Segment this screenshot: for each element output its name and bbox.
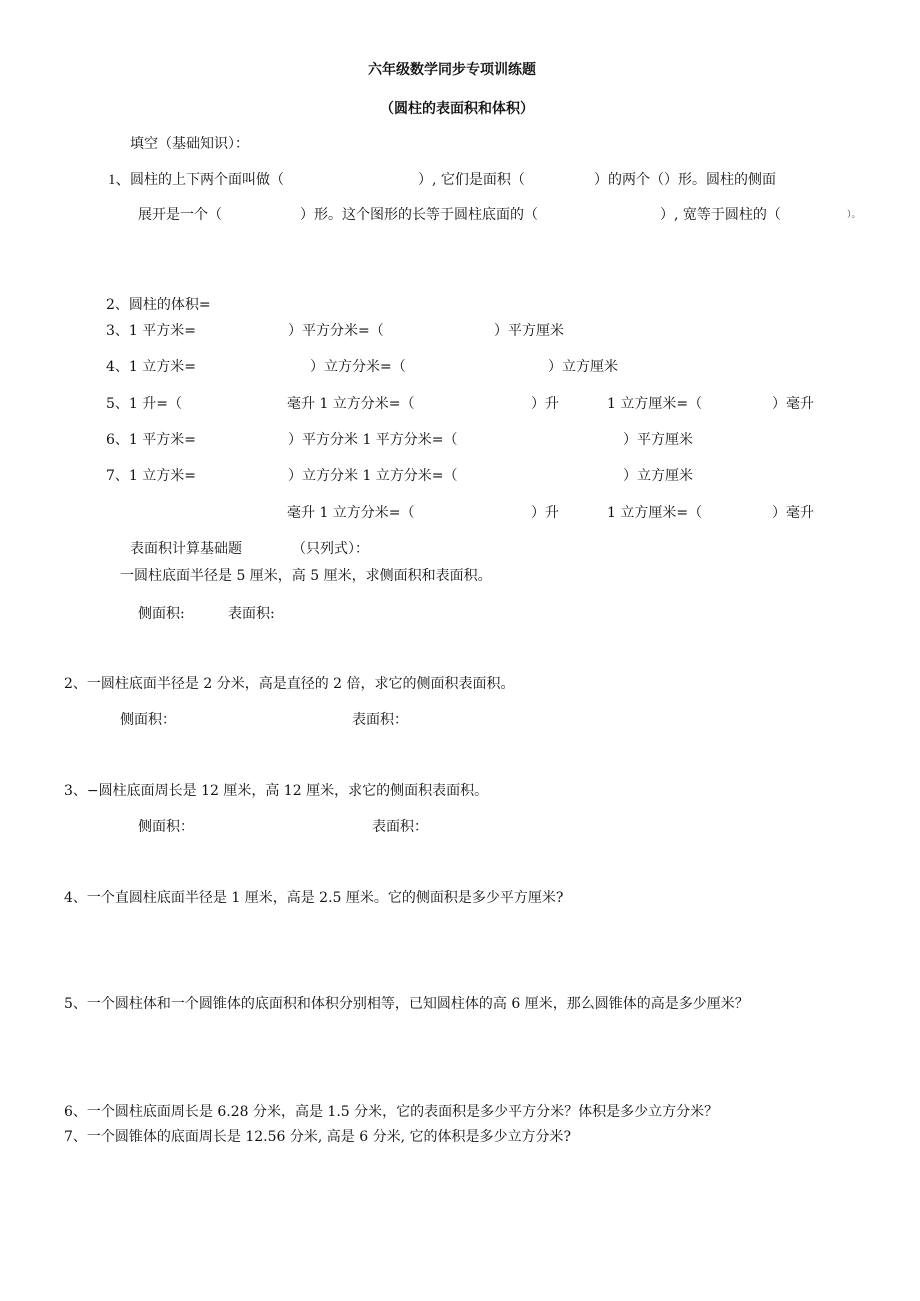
page-title: 六年级数学同步专项训练题	[368, 62, 536, 78]
q1-part-a: 圆柱的上下两个面叫做（	[130, 172, 284, 188]
q6-part-a: 6、1 平方米=	[106, 432, 196, 448]
q2-text: 2、圆柱的体积=	[106, 297, 211, 313]
fill-heading: 填空（基础知识）：	[130, 136, 249, 152]
q8-part-d: 1 立方厘米=（	[607, 505, 703, 521]
surface-heading-note: （只列式）：	[292, 541, 369, 557]
q3-part-a: 3、1 平方米=	[106, 323, 196, 339]
problem-4-text: 4、一个直圆柱底面半径是 1 厘米，高是 2.5 厘米。它的侧面积是多少平方厘米?	[64, 890, 564, 906]
problem-1-surface-label: 表面积:	[228, 606, 275, 622]
q5-part-d: 1 立方厘米=（	[607, 396, 703, 412]
q4-part-c: ）立方厘米	[548, 359, 618, 375]
q5-part-b: 毫升 1 立方分米=（	[287, 396, 415, 412]
q8-part-b: 毫升 1 立方分米=（	[287, 505, 415, 521]
q5-part-a: 5、1 升=（	[106, 396, 182, 412]
q4-part-b: ）立方分米=（	[310, 359, 406, 375]
q1-part-f: ）, 宽等于圆柱的（	[660, 207, 781, 223]
q5-part-e: ）毫升	[772, 396, 814, 412]
q3-part-c: ）平方厘米	[494, 323, 564, 339]
problem-3-text: 3、−圆柱底面周长是 12 厘米，高 12 厘米，求它的侧面积表面积。	[64, 783, 489, 799]
problem-2-text: 2、一圆柱底面半径是 2 分米，高是直径的 2 倍，求它的侧面积表面积。	[64, 676, 515, 692]
q8-part-e: ）毫升	[772, 505, 814, 521]
q6-part-c: ）平方厘米	[623, 432, 693, 448]
q6-part-b: ）平方分米 1 平方分米=（	[288, 432, 458, 448]
q5-part-c: ）升	[531, 396, 559, 412]
q1-part-e: ）形。这个图形的长等于圆柱底面的（	[300, 207, 538, 223]
problem-1-text: 一圆柱底面半径是 5 厘米，高 5 厘米，求侧面积和表面积。	[120, 568, 492, 584]
problem-2-side-label: 侧面积：	[120, 712, 176, 728]
q7-part-c: ）立方厘米	[623, 468, 693, 484]
q8-part-c: ）升	[531, 505, 559, 521]
q7-part-a: 7、1 立方米=	[106, 468, 196, 484]
q7-part-b: ）立方分米 1 立方分米=（	[288, 468, 458, 484]
q4-part-a: 4、1 立方米=	[106, 359, 196, 375]
q1-label: 1、	[108, 172, 131, 188]
problem-1-side-label: 侧面积:	[138, 606, 185, 622]
problem-7-text: 7、一个圆锥体的底面周长是 12.56 分米, 高是 6 分米, 它的体积是多少立方分米?	[64, 1129, 571, 1145]
q1-part-d: 展开是一个（	[138, 207, 222, 223]
problem-6-text: 6、一个圆柱底面周长是 6.28 分米，高是 1.5 分米，它的表面积是多少平方分米？体积是多少立方分米？	[64, 1104, 719, 1120]
q1-end-mark: ）。	[847, 210, 861, 220]
problem-5-text: 5、一个圆柱体和一个圆锥体的底面积和体积分别相等，已知圆柱体的高 6 厘米，那么圆锥体的高是多少厘米？	[64, 996, 749, 1012]
q3-part-b: ）平方分米=（	[288, 323, 384, 339]
page-subtitle: （圆柱的表面积和体积）	[380, 101, 534, 117]
problem-3-surface-label: 表面积：	[372, 819, 428, 835]
problem-3-side-label: 侧面积：	[138, 819, 194, 835]
q1-part-c: ）的两个（）形。圆柱的侧面	[594, 172, 776, 188]
problem-2-surface-label: 表面积：	[352, 712, 408, 728]
surface-heading: 表面积计算基础题	[130, 541, 242, 557]
q1-part-b: ）, 它们是面积（	[418, 172, 525, 188]
